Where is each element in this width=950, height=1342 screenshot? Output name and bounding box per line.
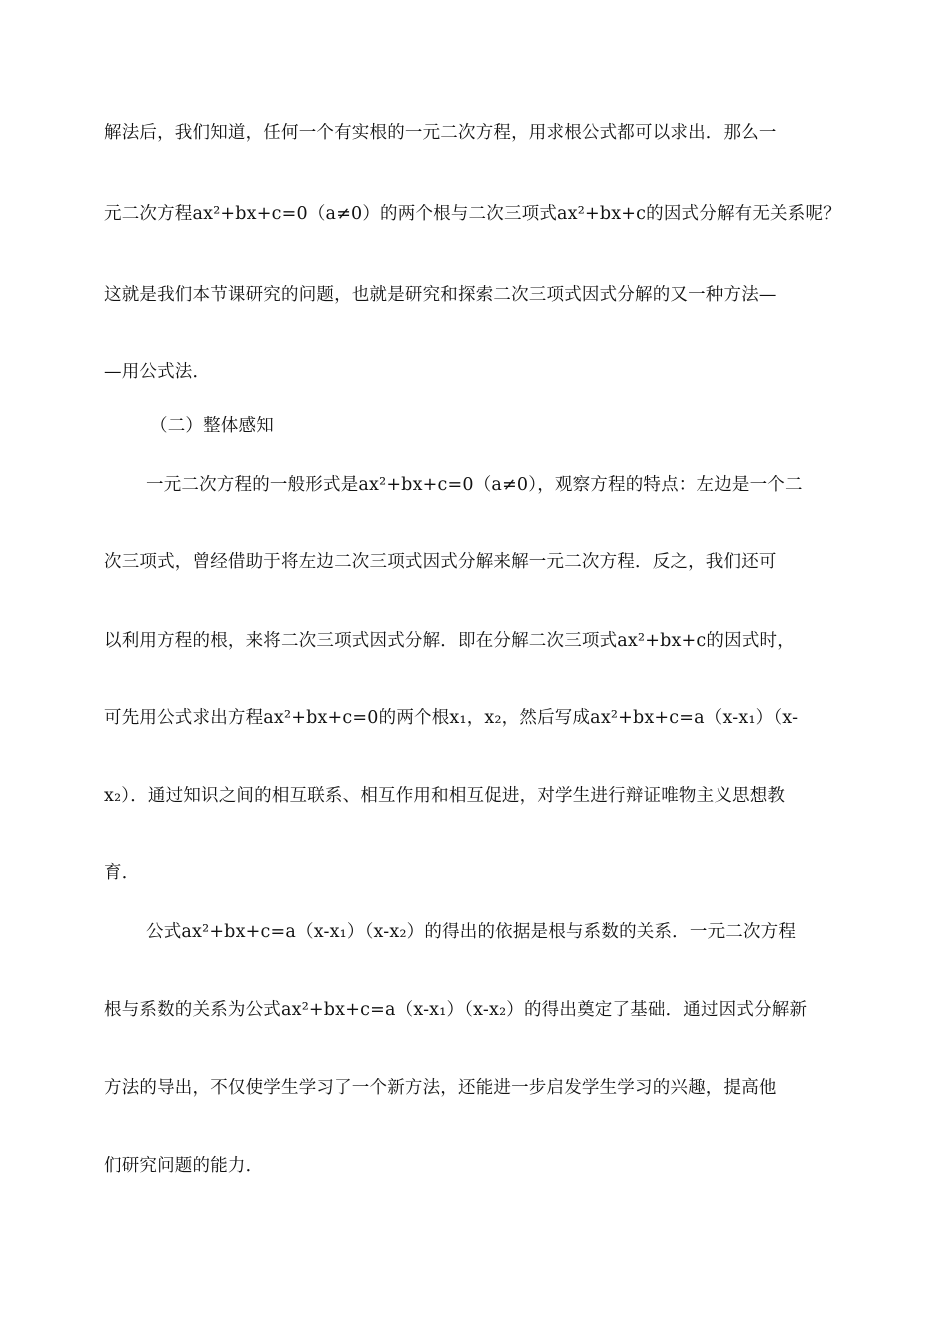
paragraph-3-line-3: 方法的导出，不仅使学生学习了一个新方法，还能进一步启发学生学习的兴趣，提高他 <box>104 1078 777 1098</box>
paragraph-3-line-2: 根与系数的关系为公式ax²+bx+c=a（x-x₁）（x-x₂）的得出奠定了基础．通过因式分解新 <box>104 1000 808 1020</box>
paragraph-2-line-5: x₂）．通过知识之间的相互联系、相互作用和相互促进，对学生进行辩证唯物主义思想教 <box>104 786 786 806</box>
paragraph-1-line-3: 这就是我们本节课研究的问题，也就是研究和探索二次三项式因式分解的又一种方法— <box>104 285 777 305</box>
paragraph-2-line-3: 以利用方程的根，来将二次三项式因式分解．即在分解二次三项式ax²+bx+c的因式时， <box>104 631 795 651</box>
paragraph-2-line-1: 一元二次方程的一般形式是ax²+bx+c=0（a≠0），观察方程的特点：左边是一个二 <box>146 475 803 495</box>
paragraph-2-line-2: 次三项式，曾经借助于将左边二次三项式因式分解来解一元二次方程．反之，我们还可 <box>104 552 777 572</box>
paragraph-3-line-4: 们研究问题的能力． <box>104 1156 264 1176</box>
paragraph-3-line-1: 公式ax²+bx+c=a（x-x₁）（x-x₂）的得出的依据是根与系数的关系．一元二次方程 <box>146 922 797 942</box>
paragraph-1-line-1: 解法后，我们知道，任何一个有实根的一元二次方程，用求根公式都可以求出．那么一 <box>104 123 777 143</box>
section-heading: （二）整体感知 <box>150 416 274 436</box>
paragraph-1-line-4: —用公式法． <box>104 362 211 382</box>
paragraph-2-line-4: 可先用公式求出方程ax²+bx+c=0的两个根x₁，x₂，然后写成ax²+bx+c=a（x-x₁）（x- <box>104 708 799 728</box>
paragraph-1-line-2: 元二次方程ax²+bx+c=0（a≠0）的两个根与二次三项式ax²+bx+c的因式分解有无关系呢？ <box>104 204 841 224</box>
paragraph-2-line-6: 育． <box>104 863 140 883</box>
